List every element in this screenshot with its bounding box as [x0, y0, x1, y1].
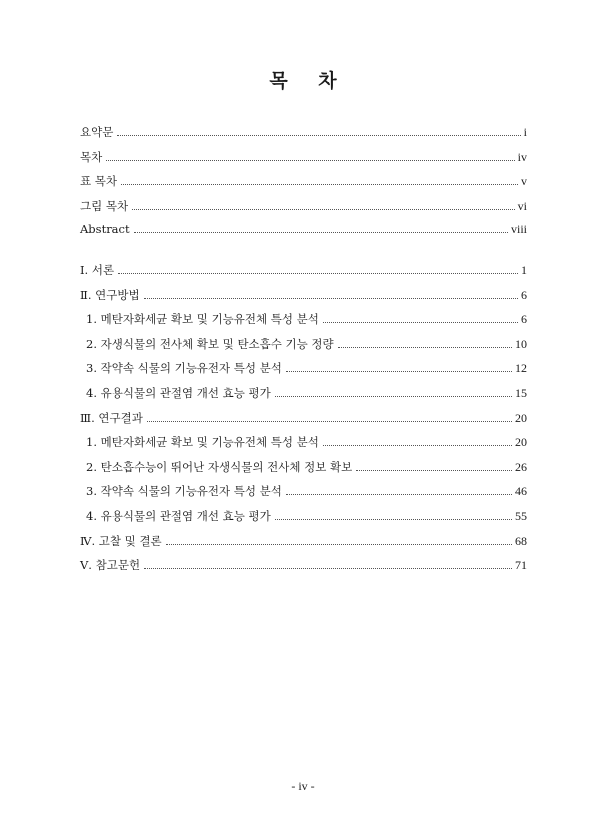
toc-entry-page: 20 [515, 435, 527, 450]
toc-entry-page: v [521, 174, 527, 189]
dot-leader [144, 568, 512, 569]
toc-section-entry[interactable] [80, 508, 527, 533]
toc-entry-label: 2. 탄소흡수능이 뛰어난 자생식물의 전사체 정보 확보 [86, 459, 353, 474]
dot-leader [275, 519, 512, 520]
toc-entry-label: 표 목차 [80, 174, 117, 189]
dot-leader [166, 544, 512, 545]
toc-entry-page: 26 [515, 459, 527, 474]
toc-entry-page: i [523, 125, 527, 139]
toc-entry-page: 12 [515, 361, 527, 376]
dot-leader [286, 371, 512, 372]
toc-entry-page: 10 [515, 336, 527, 351]
toc-entry-label: 1. 메탄자화세균 확보 및 기능유전체 특성 분석 [86, 312, 319, 327]
toc-section-entry[interactable] [80, 385, 527, 410]
toc-entry-page: iv [517, 149, 527, 164]
toc-entry-label: Ⅰ. 서론 [80, 263, 115, 277]
toc-entry-label: 4. 유용식물의 관절염 개선 효능 평가 [86, 508, 271, 523]
dot-leader [323, 322, 518, 323]
toc-entry-label: 2. 자생식물의 전사체 확보 및 탄소흡수 기능 정량 [86, 336, 334, 351]
dot-leader [275, 396, 512, 397]
toc-entry-label: 3. 작약속 식물의 기능유전자 특성 분석 [86, 484, 282, 499]
toc-chapter-entry[interactable] [80, 533, 527, 558]
toc-entry[interactable] [80, 149, 527, 174]
toc-entry-page: 55 [515, 508, 527, 523]
toc-entry-label: Ⅴ. 참고문헌 [80, 558, 141, 573]
toc-entry-page: 71 [515, 558, 527, 573]
toc-section-entry[interactable] [80, 336, 527, 361]
dot-leader [121, 184, 518, 185]
toc-entry[interactable] [80, 124, 527, 149]
toc-entry-page: vi [517, 198, 527, 213]
dot-leader [286, 494, 512, 495]
dot-leader [134, 232, 508, 233]
toc-entry-label: Abstract [80, 222, 130, 237]
dot-leader [147, 421, 512, 422]
toc-entry[interactable] [80, 198, 527, 223]
toc-entry-label: 그림 목차 [80, 198, 129, 213]
dot-leader [338, 347, 512, 348]
page-title: 목 차 [269, 70, 349, 92]
dot-leader [356, 470, 512, 471]
toc-section-entry[interactable] [80, 459, 527, 484]
page-number-footer: - iv - [291, 779, 315, 793]
toc-section-entry[interactable] [80, 360, 527, 385]
toc-entry-label: Ⅱ. 연구방법 [80, 287, 140, 302]
toc-entry-page: viii [510, 222, 527, 237]
dot-leader [132, 209, 515, 210]
toc-entry-label: Ⅳ. 고찰 및 결론 [80, 533, 162, 548]
toc-entry-label: 1. 메탄자화세균 확보 및 기능유전체 특성 분석 [86, 435, 319, 450]
toc-entry-page: 6 [521, 287, 527, 302]
dot-leader [117, 135, 520, 136]
toc-entry-page: 68 [515, 533, 527, 548]
toc-chapter-entry[interactable] [80, 262, 527, 287]
toc-section-entry[interactable] [80, 483, 527, 508]
dot-leader [106, 160, 514, 161]
dot-leader [118, 273, 518, 274]
toc-entry-page: 20 [515, 410, 527, 425]
toc-entry-label: 목차 [80, 149, 103, 164]
toc-entry-page: 15 [515, 385, 527, 400]
toc-entry-label: 요약문 [80, 125, 114, 139]
toc-entry[interactable] [80, 222, 527, 247]
toc-chapter-entry[interactable] [80, 557, 527, 582]
toc-entry-label: 3. 작약속 식물의 기능유전자 특성 분석 [86, 361, 282, 376]
toc-entry-page: 6 [521, 312, 527, 327]
toc-entry-label: 4. 유용식물의 관절염 개선 효능 평가 [86, 385, 271, 400]
toc-entry-page: 46 [515, 484, 527, 499]
front-matter-list [80, 124, 527, 247]
toc-chapter-entry[interactable] [80, 287, 527, 312]
toc-entry-page: 1 [521, 263, 527, 277]
toc-section-entry[interactable] [80, 434, 527, 459]
dot-leader [323, 445, 512, 446]
chapter-list [80, 262, 527, 582]
toc-section-entry[interactable] [80, 311, 527, 336]
toc-entry[interactable] [80, 173, 527, 198]
dot-leader [144, 298, 518, 299]
toc-entry-label: Ⅲ. 연구결과 [80, 410, 143, 425]
toc-chapter-entry[interactable] [80, 410, 527, 435]
